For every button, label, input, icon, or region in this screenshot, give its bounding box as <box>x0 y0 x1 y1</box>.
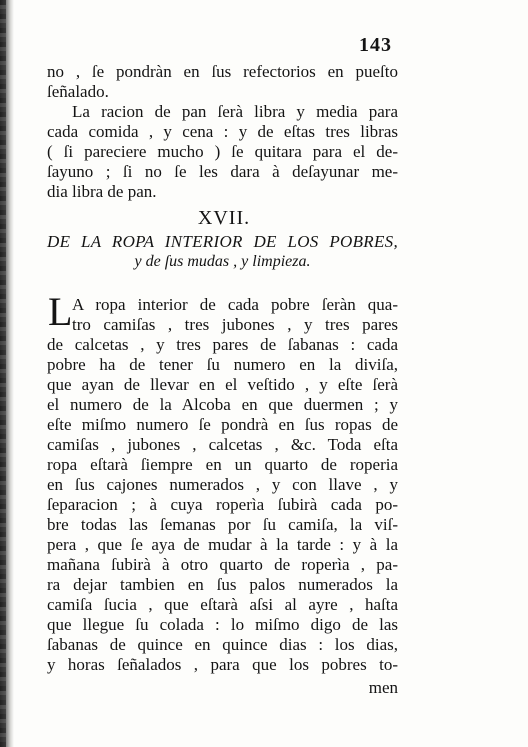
text-line: ſeparacion ; à cuya roperìa ſubirà cada po- <box>47 495 398 514</box>
text-line: que ayan de llevar en el veſtido , y eſte ſerà <box>47 375 398 394</box>
text-line: de calcetas , y tres pares de ſabanas : cada <box>47 335 398 354</box>
text-line: y horas ſeñalados , para que los pobres to- <box>47 655 398 674</box>
text-line: ſabanas de quince en quince dias : los dias, <box>47 635 398 654</box>
text-line: no , ſe pondràn en ſus refectorios en pueſto <box>47 62 398 81</box>
text-line: ( ſi pareciere mucho ) ſe quitara para el de- <box>47 142 398 161</box>
text-line: tro camiſas , tres jubones , y tres pares <box>72 315 398 334</box>
text-line: bre todas las ſemanas por ſu camiſa, la viſ- <box>47 515 398 534</box>
text-line: ra dejar tambien en ſus palos numerados la <box>47 575 398 594</box>
text-line: ſeñalado. <box>47 82 109 101</box>
text-line: mañana ſubirà à otro quarto de roperìa , pa- <box>47 555 398 574</box>
text-line: el numero de la Alcoba en que duermen ; y <box>47 395 398 414</box>
text-line: pobre ha de tener ſu numero en la diviſa, <box>47 355 398 374</box>
text-line: ſayuno ; ſi no ſe les dara à deſayunar me- <box>47 162 398 181</box>
text-line: A ropa interior de cada pobre ſeràn qua- <box>72 295 398 314</box>
text-line: pera , que ſe aya de mudar à la tarde : y à la <box>47 535 398 554</box>
book-spine-shadow <box>0 0 14 747</box>
text-line: La racion de pan ſerà libra y media para <box>72 102 398 121</box>
text-line: ropa eſtarà ſiempre en un quarto de roperia <box>47 455 398 474</box>
text-line: camiſa ſucia , que eſtarà aſsi al ayre , haſta <box>47 595 398 614</box>
text-line: que llegue ſu colada : lo miſmo digo de las <box>47 615 398 634</box>
section-number: XVII. <box>197 207 251 229</box>
catchword: men <box>368 678 398 697</box>
text-line: eſte miſmo numero ſe pondrà en ſus ropas de <box>47 415 398 434</box>
page-number: 143 <box>359 34 392 56</box>
drop-capital: L <box>48 289 73 334</box>
section-subtitle: y de ſus mudas , y limpieza. <box>134 253 311 270</box>
text-line: en ſus cajones numerados , y con llave , y <box>47 475 398 494</box>
text-line: cada comida , y cena : y de eſtas tres libras <box>47 122 398 141</box>
section-title: DE LA ROPA INTERIOR DE LOS POBRES, <box>47 232 398 251</box>
text-line: dia libra de pan. <box>47 182 157 201</box>
text-line: camiſas , jubones , calcetas , &c. Toda eſta <box>47 435 398 454</box>
